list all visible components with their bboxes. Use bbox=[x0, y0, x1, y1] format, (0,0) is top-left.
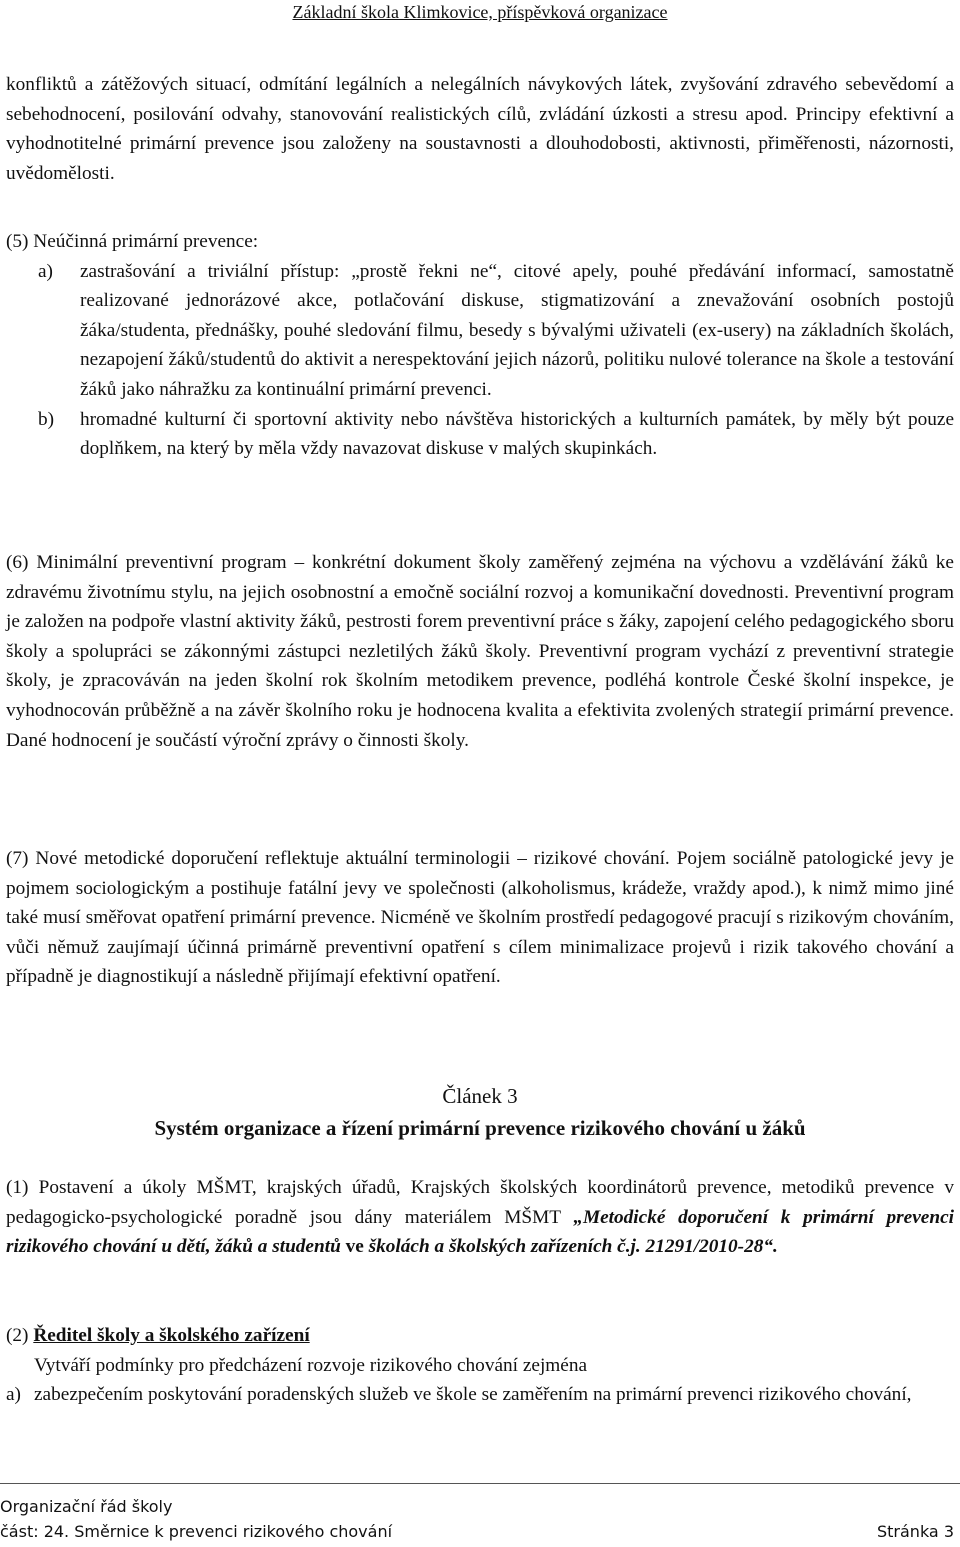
list-item-text: zastrašování a triviální přístup: „prostě řekni ne“, citové apely, pouhé předávání informací, samostatně realizované jednorázové akce, potlačování diskuse, stigmatizování a znevažování osobních postojů žáka/studenta, přednášky, pouhé sledování filmu, besedy s bývalými uživateli (ex-usery) na základních školách, nezapojení žáků/studentů do aktivit a nerespektování jejich názorů, politiku nulové tolerance na škole a testování žáků jako náhražku za kontinuální primární prevenci. bbox=[80, 260, 954, 400]
article-paragraph-1-text bbox=[6, 1173, 954, 1262]
footer-row-1 bbox=[0, 1494, 954, 1519]
article-paragraph-1 bbox=[6, 1173, 954, 1262]
reference-connector: ve bbox=[340, 1236, 369, 1258]
intro-paragraph bbox=[6, 70, 954, 188]
paragraph-1-intro: (1) Postavení a úkoly MŠMT, krajských úřadů, Krajských školských koordinátorů prevence, metodiků prevence v pedagogicko-psychologické poradně jsou dány materiálem MŠMT bbox=[6, 1177, 954, 1228]
list-item bbox=[6, 405, 954, 464]
footer-divider bbox=[0, 1483, 960, 1484]
section-5-heading: (5) Neúčinná primární prevence: bbox=[6, 231, 259, 252]
footer-row-2 bbox=[0, 1519, 954, 1544]
page-footer bbox=[0, 1494, 954, 1544]
list-item-text: hromadné kulturní či sportovní aktivity nebo návštěva historických a kulturních památek, by měly být pouze doplňkem, na který by měla vždy navazovat diskuse v malých skupinkách. bbox=[80, 408, 954, 460]
page-header bbox=[0, 0, 960, 26]
section-5-list bbox=[6, 257, 954, 464]
document-reference: „Metodické doporučení k primární prevenci rizikového chování u dětí, žáků a studentů bbox=[6, 1206, 954, 1258]
paragraph-2-line: Vytváří podmínky pro předcházení rozvoje rizikového chování zejména bbox=[34, 1354, 588, 1376]
footer-document-name: Organizační řád školy bbox=[0, 1497, 173, 1516]
article-title: Systém organizace a řízení primární prevence rizikového chování u žáků bbox=[154, 1116, 806, 1140]
list-marker: a) bbox=[6, 1384, 21, 1406]
header-title: Základní škola Klimkovice, příspěvková organizace bbox=[292, 2, 668, 22]
footer-section: část: 24. Směrnice k prevenci rizikového chování bbox=[0, 1522, 393, 1541]
article-paragraph-2 bbox=[6, 1321, 954, 1410]
list-marker: b) bbox=[38, 408, 55, 430]
document-reference-end: školách a školských zařízeních č.j. 21291/2010-28“. bbox=[368, 1236, 778, 1258]
list-item bbox=[6, 257, 954, 405]
section-6 bbox=[6, 548, 954, 755]
paragraph-2-heading-line bbox=[6, 1321, 954, 1351]
paragraph-2-list bbox=[6, 1380, 954, 1410]
section-5 bbox=[6, 227, 954, 464]
footer-page-number: Stránka 3 bbox=[876, 1522, 954, 1541]
section-7 bbox=[6, 844, 954, 992]
list-item bbox=[6, 1380, 954, 1410]
list-item-text: zabezpečením poskytování poradenských služeb ve škole se zaměřením na primární prevenci rizikového chování, bbox=[34, 1384, 912, 1406]
article-number: Článek 3 bbox=[442, 1084, 518, 1108]
paragraph-2-prefix: (2) bbox=[6, 1325, 34, 1346]
intro-text: konfliktů a zátěžových situací, odmítání legálních a nelegálních návykových látek, zvyšování zdravého sebevědomí a sebehodnocení, posilování odvahy, stanovování realistických cílů, zvládání úzkosti a stresu apod. Principy efektivní a vyhodnotitelné primární prevence jsou založeny na soustavnosti a dlouhodobosti, aktivnosti, přiměřenosti, názornosti, uvědomělosti. bbox=[6, 74, 954, 184]
paragraph-2-heading: Ředitel školy a školského zařízení bbox=[33, 1325, 310, 1346]
section-6-text: (6) Minimální preventivní program – konkrétní dokument školy zaměřený zejména na výchovu a vzdělávání žáků ke zdravému životnímu stylu, na jejich osobnostní a emočně sociální rozvoj a komunikační dovednosti. Preventivní program je založen na podpoře vlastní aktivity žáků, pestrosti forem preventivní práce s žáky, zapojení celého pedagogického sboru školy a spolupráci se zákonnými zástupci nezletilých žáků školy. Preventivní program vychází z preventivní strategie školy, je zpracováván na jeden školní rok školním metodikem prevence, podléhá kontrole České školní inspekce, je vyhodnocován průběžně a na závěr školního roku je hodnocena kvalita a efektivita zvolených strategií primární prevence. Dané hodnocení je součástí výroční zprávy o činnosti školy. bbox=[6, 552, 954, 751]
list-marker: a) bbox=[38, 260, 53, 282]
section-7-text: (7) Nové metodické doporučení reflektuje aktuální terminologii – rizikové chování. Pojem sociálně patologické jevy je pojmem sociologickým a postihuje fatální jevy ve společnosti (alkoholismus, krádeže, vraždy apod.), k nimž mimo jiné také musí směřovat opatření primární prevence. Nicméně ve školním prostředí pedagogové pracují s rizikovým chováním, vůči němuž zaujímají účinná primárně preventivní opatření s cílem minimalizace projevů i rizik takového chování a případně je diagnostikují a následně přijímají efektivní opatření. bbox=[6, 848, 954, 988]
